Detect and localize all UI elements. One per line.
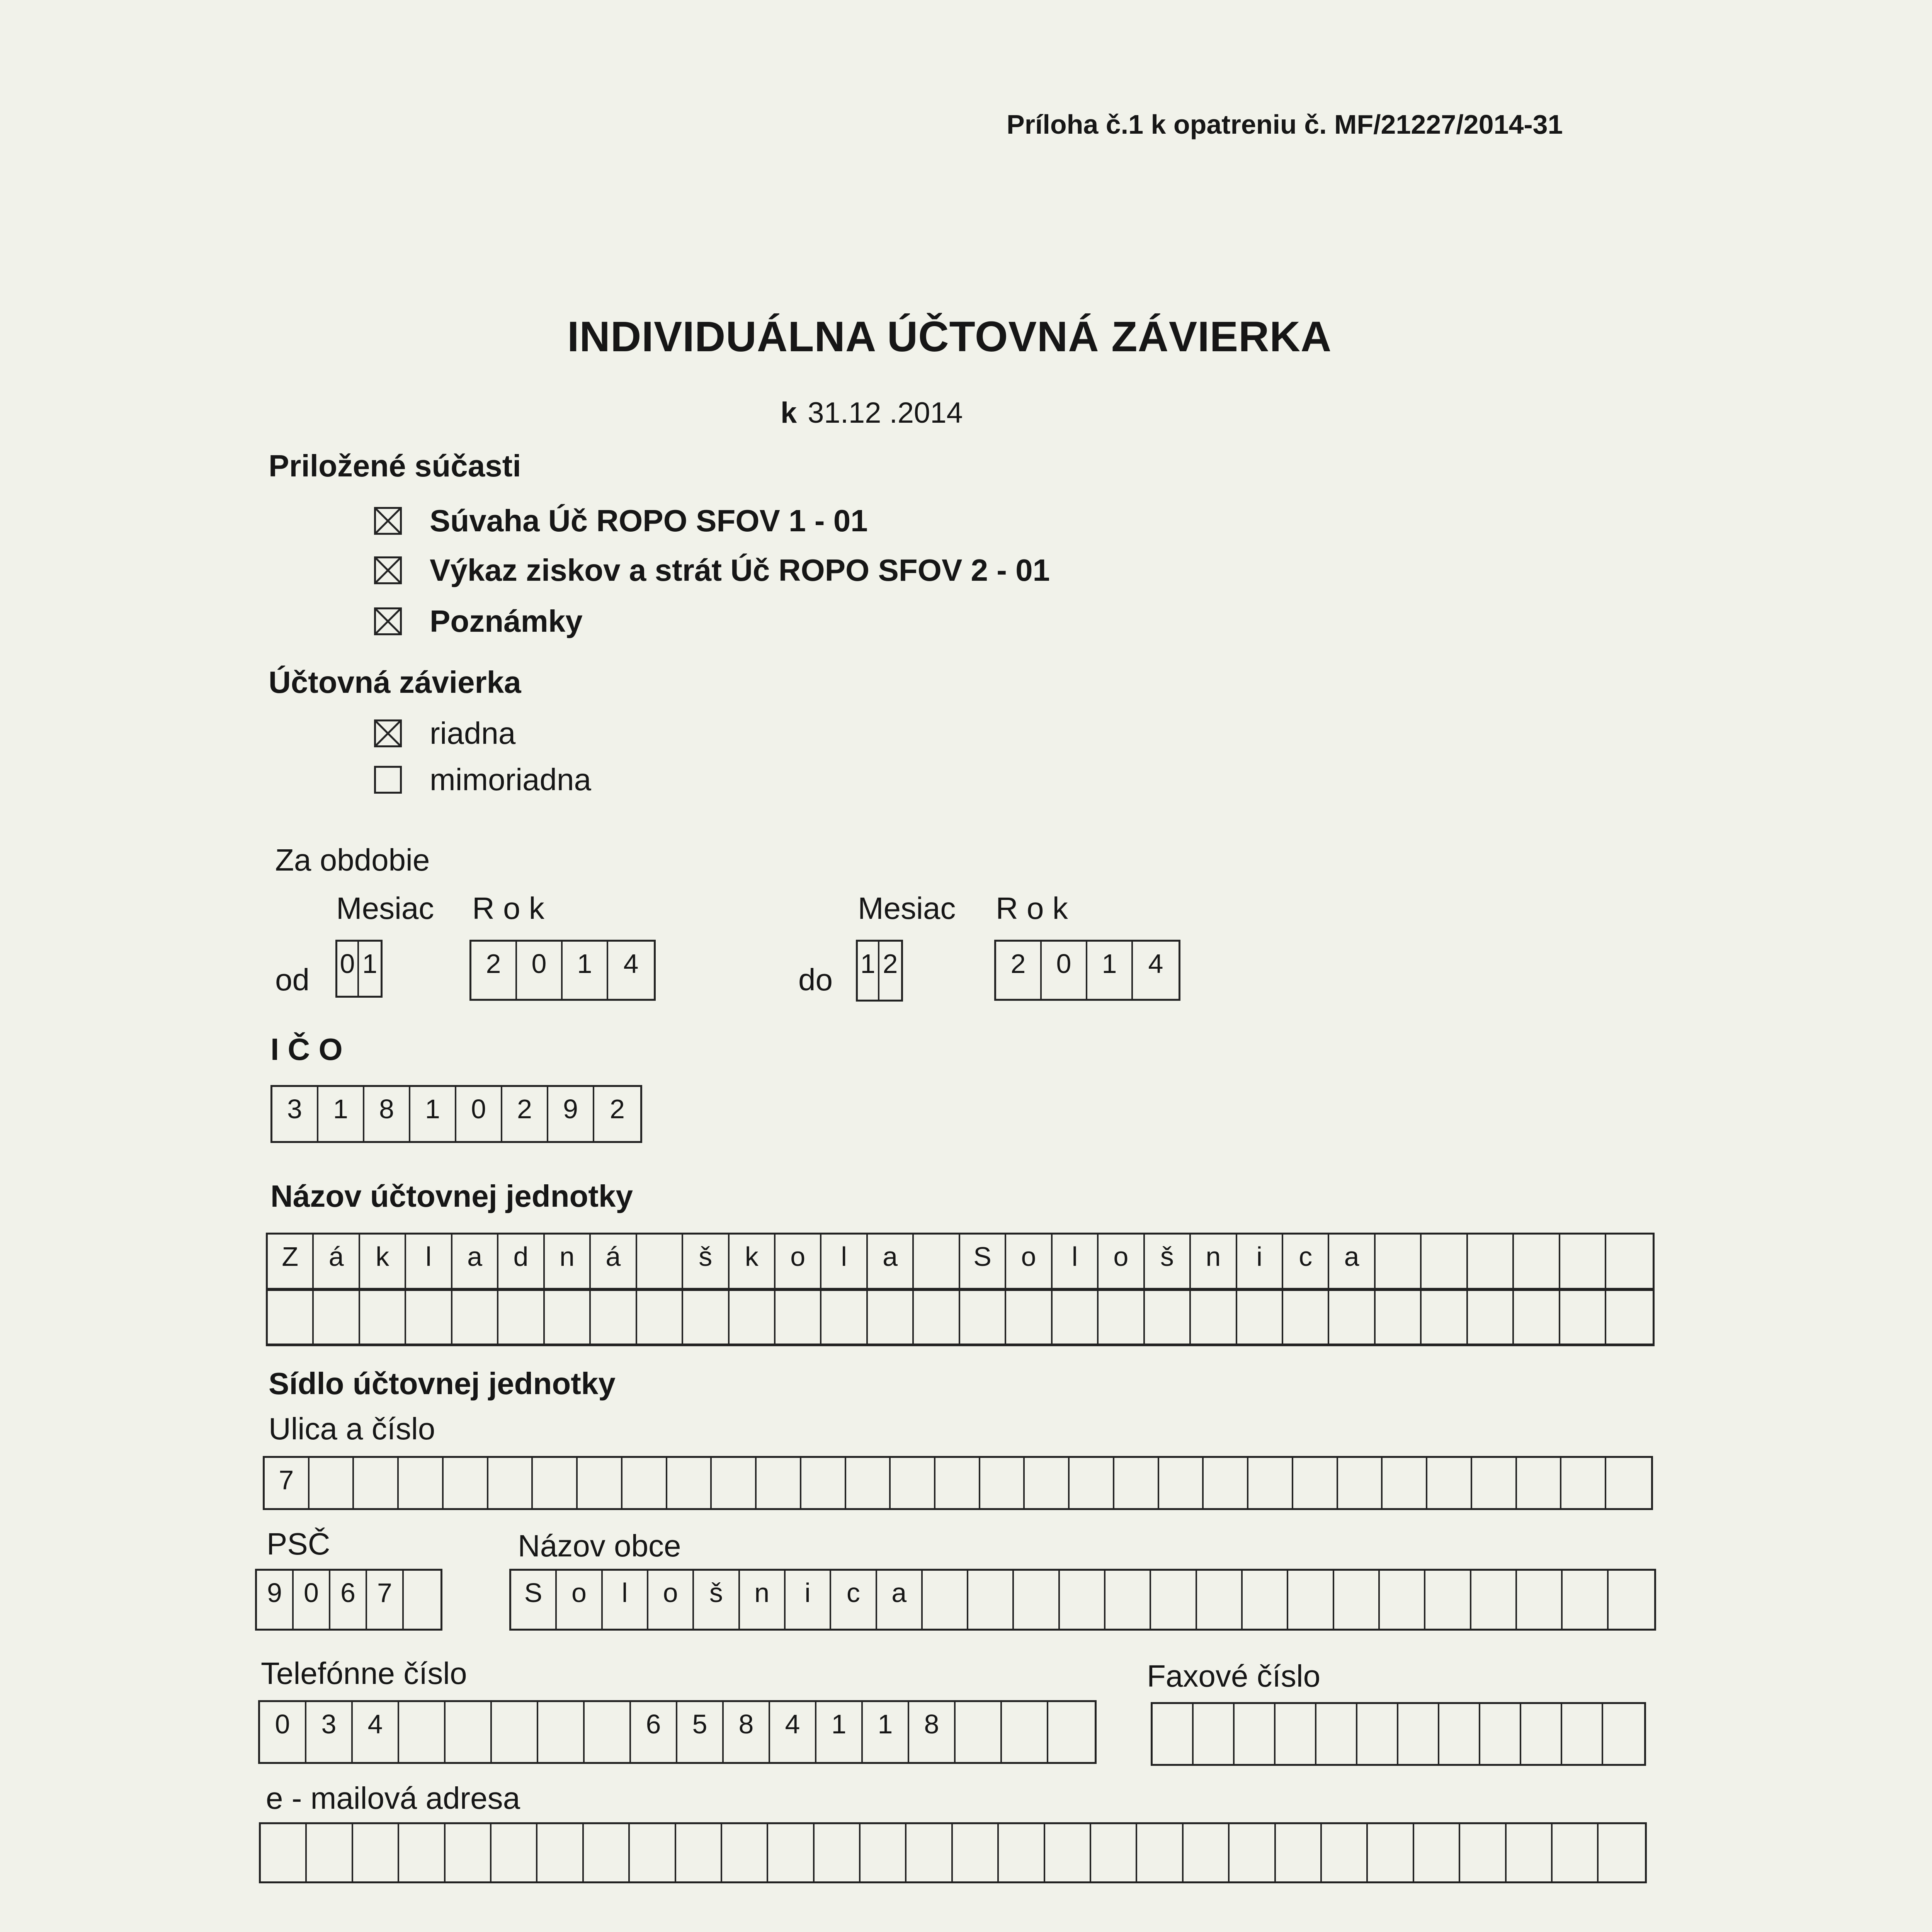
ico-field[interactable] (270, 1085, 642, 1143)
char-cell (637, 1235, 683, 1289)
char-cell (585, 1702, 631, 1762)
char-cell: k (730, 1235, 776, 1289)
char-cell (1368, 1824, 1414, 1881)
char-cell (1099, 1290, 1145, 1344)
char-cell (683, 1290, 729, 1344)
psc-label: PSČ (267, 1527, 330, 1561)
char-cell: š (694, 1571, 740, 1629)
char-cell: š (1145, 1235, 1191, 1289)
char-cell: 4 (770, 1702, 816, 1762)
char-cell (1145, 1290, 1191, 1344)
char-cell: 8 (364, 1087, 410, 1141)
char-cell: S (511, 1571, 557, 1629)
char-cell (1230, 1824, 1276, 1881)
char-cell: 8 (909, 1702, 956, 1762)
component-item-income-statement[interactable] (374, 553, 1050, 588)
char-cell (1517, 1571, 1563, 1629)
digit-cell: 0 (517, 942, 563, 999)
char-cell (1237, 1290, 1283, 1344)
component-item-notes[interactable] (374, 604, 583, 639)
digit-cell: 4 (1148, 949, 1163, 979)
char-cell: a (877, 1571, 923, 1629)
char-cell (1025, 1458, 1070, 1508)
char-cell: 4 (353, 1702, 399, 1762)
char-cell (1560, 1235, 1606, 1289)
char-cell (1002, 1702, 1048, 1762)
char-cell (446, 1824, 492, 1881)
char-cell (1197, 1571, 1243, 1629)
char-cell (1357, 1704, 1398, 1764)
digit-cell: 2 (883, 949, 898, 979)
char-cell (1235, 1704, 1276, 1764)
from-month-field[interactable] (335, 940, 383, 998)
char-cell: a (1329, 1235, 1375, 1289)
char-cell: l (603, 1571, 648, 1629)
checkbox[interactable] (374, 766, 402, 794)
char-cell (1153, 1704, 1194, 1764)
char-cell (1563, 1571, 1608, 1629)
char-cell: 1 (863, 1702, 909, 1762)
char-cell (722, 1824, 768, 1881)
from-label: od (275, 963, 310, 997)
digit-cell: 4 (623, 949, 639, 979)
char-cell (801, 1458, 846, 1508)
char-cell (1204, 1458, 1248, 1508)
char-cell: 1 (318, 1087, 364, 1141)
char-cell: l (406, 1235, 452, 1289)
char-cell (1329, 1290, 1375, 1344)
components-heading: Priložené súčasti (269, 449, 521, 483)
char-cell: i (786, 1571, 831, 1629)
char-cell (1521, 1704, 1562, 1764)
char-cell (914, 1290, 960, 1344)
char-cell (537, 1824, 583, 1881)
checkbox[interactable] (374, 556, 402, 584)
char-cell: o (648, 1571, 694, 1629)
char-cell (861, 1824, 906, 1881)
char-cell (1609, 1571, 1654, 1629)
char-cell (1060, 1571, 1105, 1629)
to-year-field[interactable] (994, 940, 1180, 1001)
char-cell: 8 (724, 1702, 770, 1762)
checkbox[interactable] (374, 607, 402, 635)
char-cell (1603, 1704, 1644, 1764)
char-cell (492, 1824, 537, 1881)
char-cell (1599, 1824, 1645, 1881)
digit-cell: 1 (563, 942, 608, 999)
char-cell (1006, 1290, 1052, 1344)
char-cell (1184, 1824, 1230, 1881)
email-field[interactable] (259, 1822, 1647, 1883)
address-heading: Sídlo účtovnej jednotky (269, 1366, 616, 1401)
char-cell (891, 1458, 935, 1508)
char-cell (404, 1571, 440, 1629)
statement-type-heading: Účtovná závierka (269, 665, 521, 699)
char-cell (1422, 1290, 1468, 1344)
char-cell (1606, 1235, 1652, 1289)
char-cell (1472, 1458, 1517, 1508)
char-cell (1276, 1704, 1316, 1764)
char-cell: á (591, 1235, 637, 1289)
digit-cell: 1 (858, 942, 879, 1000)
char-cell: 6 (330, 1571, 367, 1629)
char-cell: n (545, 1235, 591, 1289)
char-cell (406, 1290, 452, 1344)
char-cell (452, 1290, 498, 1344)
char-cell (1562, 1704, 1603, 1764)
char-cell (533, 1458, 578, 1508)
char-cell (968, 1571, 1014, 1629)
char-cell (1194, 1704, 1235, 1764)
char-cell: 9 (257, 1571, 294, 1629)
document-title: INDIVIDUÁLNA ÚČTOVNÁ ZÁVIERKA (567, 313, 1332, 361)
char-cell (953, 1824, 999, 1881)
char-cell (1276, 1824, 1322, 1881)
to-month-field[interactable] (856, 940, 903, 1002)
char-cell: 2 (502, 1087, 548, 1141)
char-cell: o (557, 1571, 602, 1629)
char-cell (1322, 1824, 1368, 1881)
char-cell: l (1053, 1235, 1099, 1289)
char-cell: 0 (260, 1702, 306, 1762)
char-cell: 5 (677, 1702, 724, 1762)
char-cell (1514, 1290, 1560, 1344)
digit-cell: 0 (1042, 942, 1087, 999)
date-prefix: k (781, 396, 797, 429)
char-cell (1468, 1235, 1514, 1289)
from-month-label: Mesiac (336, 891, 434, 925)
char-cell (815, 1824, 861, 1881)
digit-cell: 0 (337, 942, 359, 996)
char-cell (923, 1571, 968, 1629)
char-cell (538, 1702, 585, 1762)
city-label: Názov obce (518, 1529, 681, 1563)
char-cell (1468, 1290, 1514, 1344)
char-cell (676, 1824, 722, 1881)
char-cell (1380, 1571, 1425, 1629)
char-cell: 0 (456, 1087, 502, 1141)
char-cell (821, 1290, 867, 1344)
char-cell: 7 (367, 1571, 404, 1629)
fax-field[interactable] (1151, 1702, 1646, 1766)
street-label: Ulica a číslo (269, 1412, 435, 1446)
to-year-label: R o k (996, 891, 1068, 925)
char-cell (1514, 1235, 1560, 1289)
char-cell: 1 (816, 1702, 863, 1762)
char-cell (591, 1290, 637, 1344)
char-cell (261, 1824, 307, 1881)
char-cell: l (821, 1235, 867, 1289)
to-label: do (798, 963, 833, 997)
char-cell (353, 1824, 399, 1881)
date-value: 31.12 .2014 (808, 396, 963, 429)
char-cell (1460, 1824, 1506, 1881)
component-label: Súvaha Úč ROPO SFOV 1 - 01 (430, 503, 868, 538)
char-cell (1338, 1458, 1383, 1508)
char-cell (956, 1702, 1002, 1762)
char-cell (776, 1290, 821, 1344)
phone-label: Telefónne číslo (261, 1656, 467, 1690)
char-cell: n (1191, 1235, 1237, 1289)
char-cell (960, 1290, 1006, 1344)
char-cell: Z (268, 1235, 314, 1289)
char-cell (578, 1458, 622, 1508)
component-label: Výkaz ziskov a strát Úč ROPO SFOV 2 - 01 (430, 553, 1050, 587)
char-cell (1070, 1458, 1114, 1508)
char-cell (730, 1290, 776, 1344)
char-cell (545, 1290, 591, 1344)
fax-label: Faxové číslo (1147, 1659, 1321, 1693)
char-cell (1480, 1704, 1521, 1764)
char-cell (354, 1458, 399, 1508)
char-cell: 6 (631, 1702, 677, 1762)
char-cell (868, 1290, 914, 1344)
char-cell (399, 1702, 446, 1762)
digit-cell: 1 (362, 949, 378, 979)
char-cell (446, 1702, 492, 1762)
char-cell (1151, 1571, 1197, 1629)
char-cell (1606, 1458, 1651, 1508)
component-label: Poznámky (430, 604, 583, 638)
digit-cell: 2 (996, 942, 1042, 999)
char-cell (906, 1824, 952, 1881)
char-cell (1053, 1290, 1099, 1344)
char-cell (1334, 1571, 1380, 1629)
statement-type-regular[interactable] (374, 716, 515, 751)
char-cell (1091, 1824, 1137, 1881)
char-cell: c (831, 1571, 877, 1629)
char-cell (1376, 1235, 1422, 1289)
entity-name-field[interactable] (266, 1233, 1655, 1345)
char-cell (310, 1458, 354, 1508)
char-cell (712, 1458, 757, 1508)
char-cell (1553, 1824, 1599, 1881)
entity-name-row (266, 1233, 1655, 1291)
char-cell: 1 (410, 1087, 456, 1141)
char-cell (622, 1458, 667, 1508)
char-cell (444, 1458, 488, 1508)
email-label: e - mailová adresa (266, 1781, 520, 1815)
char-cell: 7 (265, 1458, 310, 1508)
char-cell (1105, 1571, 1151, 1629)
char-cell (314, 1290, 360, 1344)
statement-type-extraordinary[interactable] (374, 762, 591, 798)
char-cell (1606, 1290, 1652, 1344)
char-cell (1248, 1458, 1293, 1508)
char-cell: a (452, 1235, 498, 1289)
char-cell (1560, 1290, 1606, 1344)
char-cell (498, 1290, 544, 1344)
char-cell (1398, 1704, 1439, 1764)
component-item-balance[interactable] (374, 503, 868, 539)
char-cell: 2 (610, 1094, 625, 1124)
char-cell: o (776, 1235, 821, 1289)
char-cell (1137, 1824, 1183, 1881)
entity-name-row (266, 1288, 1655, 1346)
char-cell (1414, 1824, 1460, 1881)
char-cell: d (498, 1235, 544, 1289)
to-month-label: Mesiac (858, 891, 956, 925)
checkbox[interactable] (374, 719, 402, 747)
char-cell (584, 1824, 630, 1881)
phone-field[interactable] (258, 1700, 1097, 1764)
char-cell (1159, 1458, 1204, 1508)
char-cell (1048, 1702, 1095, 1762)
city-field[interactable] (509, 1569, 1656, 1631)
char-cell: i (1237, 1235, 1283, 1289)
char-cell: S (960, 1235, 1006, 1289)
char-cell: 0 (294, 1571, 330, 1629)
char-cell (360, 1290, 406, 1344)
char-cell (1283, 1290, 1329, 1344)
char-cell (1114, 1458, 1159, 1508)
char-cell: k (360, 1235, 406, 1289)
period-heading: Za obdobie (275, 843, 430, 877)
char-cell: a (868, 1235, 914, 1289)
entity-name-label: Názov účtovnej jednotky (270, 1179, 633, 1213)
char-cell (488, 1458, 533, 1508)
char-cell (935, 1458, 980, 1508)
from-year-label: R o k (472, 891, 544, 925)
psc-field[interactable] (255, 1569, 442, 1631)
char-cell (1425, 1571, 1471, 1629)
char-cell: 9 (548, 1087, 594, 1141)
char-cell (630, 1824, 676, 1881)
char-cell (1471, 1571, 1517, 1629)
char-cell: š (683, 1235, 729, 1289)
digit-cell: 2 (471, 942, 517, 999)
digit-cell: 1 (1087, 942, 1133, 999)
char-cell: o (1099, 1235, 1145, 1289)
char-cell (1376, 1290, 1422, 1344)
char-cell: á (314, 1235, 360, 1289)
char-cell (1045, 1824, 1091, 1881)
char-cell (1288, 1571, 1334, 1629)
char-cell (1517, 1458, 1562, 1508)
char-cell (399, 1458, 444, 1508)
street-field[interactable] (263, 1456, 1653, 1510)
char-cell (1014, 1571, 1060, 1629)
char-cell (1293, 1458, 1338, 1508)
char-cell (914, 1235, 960, 1289)
char-cell (999, 1824, 1045, 1881)
char-cell (980, 1458, 1025, 1508)
statement-type-label: mimoriadna (430, 762, 591, 797)
char-cell (768, 1824, 814, 1881)
char-cell (1439, 1704, 1480, 1764)
checkbox[interactable] (374, 507, 402, 535)
char-cell (667, 1458, 712, 1508)
char-cell (399, 1824, 445, 1881)
char-cell (1243, 1571, 1288, 1629)
char-cell (1422, 1235, 1468, 1289)
date-line (781, 396, 963, 430)
char-cell (1316, 1704, 1357, 1764)
char-cell (1191, 1290, 1237, 1344)
char-cell (757, 1458, 801, 1508)
char-cell (846, 1458, 891, 1508)
char-cell: n (740, 1571, 786, 1629)
char-cell: 3 (306, 1702, 353, 1762)
char-cell (637, 1290, 683, 1344)
char-cell: o (1006, 1235, 1052, 1289)
char-cell (1383, 1458, 1427, 1508)
char-cell (492, 1702, 538, 1762)
char-cell (1507, 1824, 1553, 1881)
statement-type-label: riadna (430, 716, 516, 750)
char-cell: 3 (272, 1087, 318, 1141)
char-cell (307, 1824, 353, 1881)
char-cell: c (1283, 1235, 1329, 1289)
char-cell (268, 1290, 314, 1344)
ico-label: I Č O (270, 1032, 343, 1066)
char-cell (1427, 1458, 1472, 1508)
char-cell (1561, 1458, 1606, 1508)
reference-note: Príloha č.1 k opatreniu č. MF/21227/2014-31 (1007, 109, 1563, 139)
from-year-field[interactable] (469, 940, 656, 1001)
